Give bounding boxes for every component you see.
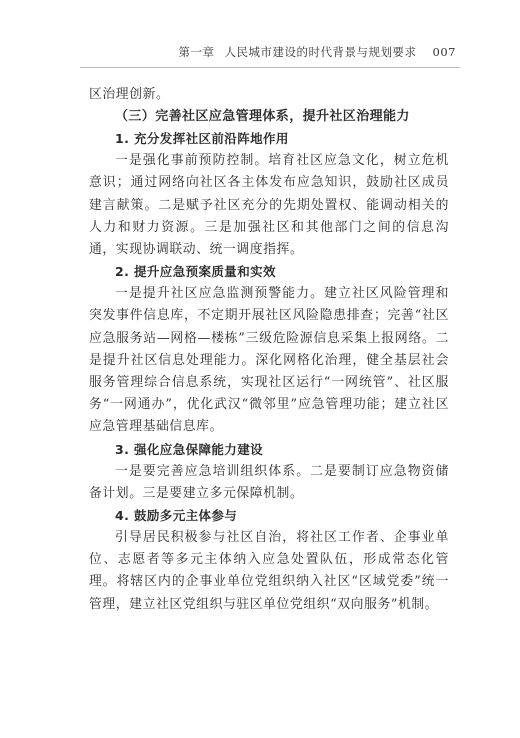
page-number: 007 [432, 45, 456, 59]
subsection-paragraph-1: 一是强化事前预防控制。培育社区应急文化，树立危机意识；通过网络向社区各主体发布应急知识，鼓励社区成员建言献策。二是赋予社区充分的先期处置权、能调动相关的人力和财力资源。三是加强社区和其他部门之间的信息沟通，实现协调联动、统一调度指挥。 [89, 153, 449, 258]
chapter-title: 人民城市建设的时代背景与规划要求 [224, 45, 417, 59]
subsection-heading-4: 4. 鼓励多元主体参与 [115, 508, 238, 524]
subsection-heading-2: 2. 提升应急预案质量和实效 [115, 264, 276, 280]
header-divider [80, 67, 460, 68]
body-text [89, 84, 449, 616]
subsection-heading-1: 1. 充分发挥社区前沿阵地作用 [115, 131, 289, 147]
running-header [64, 44, 456, 60]
subsection-heading-3: 3. 强化应急保障能力建设 [115, 441, 263, 457]
continued-paragraph: 区治理创新。 [89, 87, 170, 102]
subsection-paragraph-3: 一是要完善应急培训组织体系。二是要制订应急物资储备计划。三是要建立多元保障机制。 [89, 463, 449, 501]
chapter-label: 第一章 [178, 45, 215, 59]
subsection-paragraph-2: 一是提升社区应急监测预警能力。建立社区风险管理和突发事件信息库，不定期开展社区风险隐患排查；完善“社区应急服务站—网格—楼栋”三级危险源信息采集上报网络。二是提升社区信息处理能力。深化网格化治理，健全基层社会服务管理综合信息系统，实现社区运行“一网统管”、社区服务“一网通办”，优化武汉“微邻里”应急管理功能；建立社区应急管理基础信息库。 [89, 286, 449, 435]
subsection-paragraph-4: 引导居民积极参与社区自治，将社区工作者、企事业单位、志愿者等多元主体纳入应急处置队伍，形成常态化管理。将辖区内的企事业单位党组织纳入社区“区域党委”统一管理，建立社区党组织与驻区单位党组织“双向服务”机制。 [89, 530, 449, 612]
section-heading: （三）完善社区应急管理体系，提升社区治理能力 [115, 109, 410, 125]
